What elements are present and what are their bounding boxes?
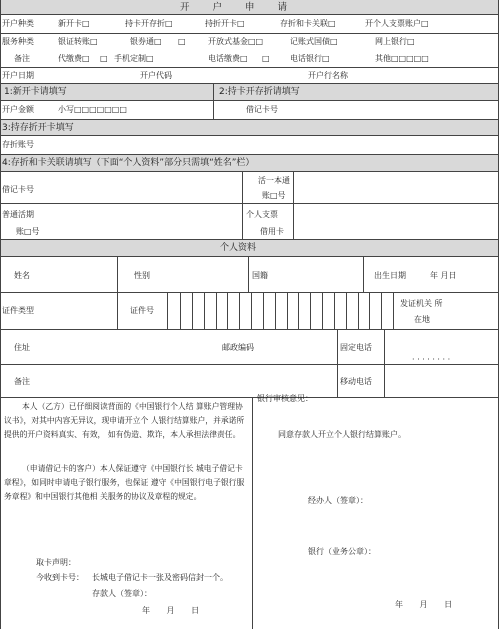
id-digit-divider (334, 293, 335, 330)
amount-value[interactable]: 小写□□□□□□□ (58, 105, 127, 114)
received-tail: 长城电子借记卡一张及密码信封一个。 (92, 573, 228, 582)
gender-label: 性别 (134, 271, 150, 280)
section4-title: 4:存折和卡关联请填写（下面“个人资料”部分只需填“姓名”栏） (2, 158, 255, 168)
received-label: 今收到卡号： (36, 573, 84, 582)
personal-title: 个人资料 (220, 243, 257, 253)
service-bank-securities[interactable]: 银证转账□ (58, 37, 98, 46)
service-checkbox-2[interactable]: □ (100, 54, 108, 63)
regular-passbook-label-2: 账□号 (16, 227, 40, 236)
id-digit-divider (192, 293, 193, 330)
service-checkbox-3[interactable]: □ (262, 54, 270, 63)
card-no-label: 借记卡号 (246, 105, 278, 114)
address-label: 住址 (14, 343, 30, 352)
account-type-passbook-to-card[interactable]: 持折开卡□ (205, 19, 245, 28)
issuer-label-2: 在地 (414, 315, 430, 324)
id-digit-divider (204, 293, 205, 330)
phone-dots: · · · · · · · · (412, 355, 451, 364)
current-account-label-2: 账□号 (262, 191, 286, 200)
landline-label: 固定电话 (340, 343, 372, 352)
id-digit-divider (180, 293, 181, 330)
id-digit-divider (358, 293, 359, 330)
id-digit-divider (239, 293, 240, 330)
bank-agree: 同意存款人开立个人银行结算账户。 (278, 430, 406, 439)
passbook-label: 存折账号 (2, 140, 34, 149)
declaration-p1: 本人（乙方）已仔细阅读背面的《中国银行个人结 算账户管理协议书》，对其中内容无异议，现申请开立个 人银行结算账户，并承诺所提供的开户资料真实、有效， 如有伪造、欺诈，本人承担法律责任。 (4, 402, 245, 439)
personal-row-4 (0, 365, 498, 398)
service-phone-payment[interactable]: 电话缴费□ (208, 54, 248, 63)
birth-label: 出生日期 (374, 271, 406, 280)
bank-seal: 银行（业务公章）： (308, 547, 376, 556)
bank-opinion: 银行审核意见： (257, 394, 313, 403)
service-bank-coupon[interactable]: 银券通□ (130, 37, 162, 46)
take-card-label: 取卡声明： (36, 558, 76, 567)
postcode-label: 邮政编码 (222, 343, 254, 352)
service-mobile[interactable]: 手机定制□ (114, 54, 154, 63)
section2-title: 2:持卡开存折请填写 (219, 87, 300, 97)
id-digit-divider (275, 293, 276, 330)
debit-card-row (0, 172, 498, 204)
service-checkbox[interactable]: □ (178, 37, 186, 46)
open-info-row (0, 68, 498, 84)
depositor-sign: 存款人（签章）： (92, 589, 152, 598)
account-type-link[interactable]: 存折和卡关联□ (280, 19, 336, 28)
id-digit-divider (298, 293, 299, 330)
bank-name-label: 开户行名称 (308, 71, 348, 80)
cheque-label-1: 个人支票 (246, 210, 278, 219)
cheque-label-2: 借用卡 (260, 227, 284, 236)
bank-date: 年 月 日 (395, 600, 453, 609)
id-digit-divider (381, 293, 382, 330)
service-phone-banking[interactable]: 电话银行□ (290, 54, 330, 63)
id-digit-divider (310, 293, 311, 330)
handler-sign: 经办人（签章）： (308, 496, 368, 505)
services-label: 服务种类 (2, 37, 34, 46)
declaration-p2: （申请借记卡的客户）本人保证遵守《中国银行长 城电子借记卡章程》，如同时申请电子银行服务，也保证 遵守《中国银行电子银行服务章程》和中国银行其他相 关服务的协议及章程的规定。 (4, 464, 245, 501)
service-other[interactable]: 其他□□□□□ (375, 54, 429, 63)
service-bond[interactable]: 记账式国债□ (290, 37, 338, 46)
depositor-date: 年 月 日 (142, 606, 200, 615)
service-fund[interactable]: 开放式基金□□ (208, 37, 264, 46)
form-title: 开 户 申 请 (180, 2, 298, 13)
remark-label: 备注 (14, 377, 30, 386)
section1-title: 1:新开卡请填写 (4, 87, 67, 97)
id-digit-divider (227, 293, 228, 330)
id-no-label: 证件号 (130, 306, 154, 315)
account-type-label: 开户种类 (2, 19, 34, 28)
id-digit-divider (287, 293, 288, 330)
name-label: 姓名 (14, 271, 30, 280)
services-remark-label: 备注 (14, 54, 30, 63)
id-digit-divider (346, 293, 347, 330)
account-type-card-to-passbook[interactable]: 持卡开存折□ (125, 19, 173, 28)
section3-bar (0, 120, 498, 136)
passbook-row (0, 136, 498, 155)
service-online-banking[interactable]: 网上银行□ (375, 37, 415, 46)
nationality-label: 国籍 (252, 271, 268, 280)
section3-title: 3:持存折开卡填写 (2, 123, 74, 133)
service-payment[interactable]: 代缴费□ (58, 54, 90, 63)
open-code-label: 开户代码 (140, 71, 172, 80)
id-digit-divider (251, 293, 252, 330)
account-type-new-card[interactable]: 新开卡□ (58, 19, 90, 28)
id-digit-divider (322, 293, 323, 330)
personal-row-1 (0, 257, 498, 293)
id-digit-divider (216, 293, 217, 330)
open-date-label: 开户日期 (2, 71, 34, 80)
issuer-label-1: 发证机关 所 (400, 299, 443, 308)
id-digit-divider (263, 293, 264, 330)
id-digit-divider (369, 293, 370, 330)
account-type-cheque[interactable]: 开个人支票账户□ (365, 19, 429, 28)
debit-card-label: 借记卡号 (2, 185, 34, 194)
id-type-label: 证件类型 (2, 306, 34, 315)
mobile-label: 移动电话 (340, 377, 372, 386)
regular-passbook-label-1: 普通活期 (2, 210, 34, 219)
current-account-label-1: 活一本通 (258, 176, 290, 185)
year-month-day: 年 月日 (430, 271, 457, 280)
amount-label: 开户金额 (2, 105, 34, 114)
